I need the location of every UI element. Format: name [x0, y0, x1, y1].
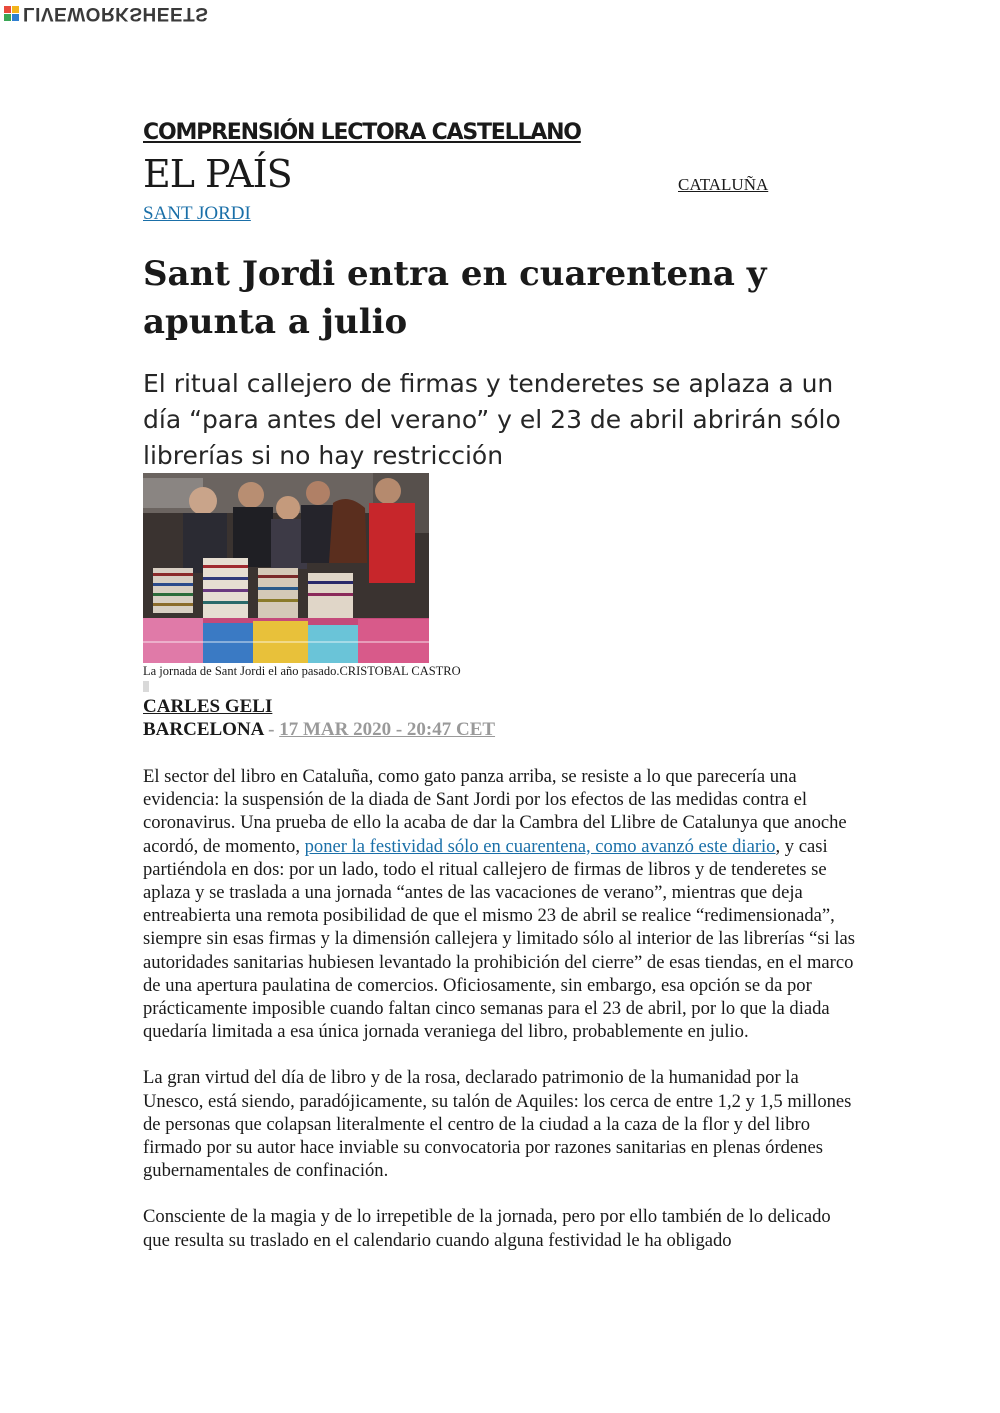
tag-link[interactable]: SANT JORDI: [143, 203, 251, 224]
newspaper-name: EL PAÍS: [143, 152, 292, 196]
paragraph-1: [143, 765, 861, 1043]
photo-caption: La jornada de Sant Jordi el año pasado.CRISTOBAL CASTRO: [143, 664, 461, 678]
paragraph-2: La gran virtud del día de libro y de la rosa, declarado patrimonio de la humanidad por la Unesco, está siendo, paradójicamente, su talón de Aquiles: los cerca de entre 1,2 y 1,5 millones de personas que colapsan literalmente el centro de la ciudad a la caza de la flor y del libro firmado por su autor hace inviable su convocatoria por razones sanitarias en plenas órdenes gubernamentales de confinación.: [143, 1067, 852, 1182]
headline: Sant Jordi entra en cuarentena y apunta a julio: [143, 254, 767, 342]
article-body: [143, 765, 861, 1275]
section-link[interactable]: CATALUÑA: [678, 175, 769, 194]
logo-grid-icon: [4, 6, 19, 21]
subheadline: El ritual callejero de firmas y tenderetes se aplaza a un día “para antes del verano” y el 23 de abril abrirán sólo librerías si no hay restricción: [143, 369, 841, 470]
paragraph-1-intro: El sector del libro en Cataluña, como gato panza arriba, se resiste a lo que parecería una evidencia: la suspensión de la diada de Sant Jordi por los efectos de las medidas contra el coronavirus. Una prueba de ello la acaba de dar la Cambra del Llibre de Catalunya que anoche acordó, de momento,: [143, 766, 847, 857]
location: BARCELONA: [143, 719, 264, 740]
logo-square-blue: [12, 14, 19, 21]
dateline-separator: -: [268, 719, 275, 740]
inline-article-link[interactable]: poner la festividad sólo en cuarentena, como avanzó este diario: [304, 835, 776, 857]
photo-book-stall-icon: [143, 473, 429, 663]
logo-square-yellow: [12, 6, 19, 13]
dateline: [143, 719, 495, 741]
paragraph-3: Consciente de la magia y de lo irrepetible de la jornada, pero por ello también de lo delicado que resulta su traslado en el calendario cuando alguna festividad le ha obligado: [143, 1206, 831, 1251]
paragraph-1-rest: , y casi partiéndola en dos: por un lado, todo el ritual callejero de firmas de libros y de tenderetes se aplaza y se traslada a una jornada “antes de las vacaciones de verano”, mientras que deja entreabierta una remota posibilidad de que el mismo 23 de abril se realice “redimensionada”, siempre sin esas firmas y la dimensión callejera y limitado sólo al interior de las librerías “si las autoridades sanitarias hubiesen levantado la prohibición del cierre” de esas tiendas, en el marco de una apertura paulatina de comercios. Oficiosamente, sin embargo, esa opción se da por prácticamente imposible cuando faltan cinco semanas para el 23 de abril, por lo que la diada quedaría limitada a esa única jornada veraniega del libro, probablemente en julio.: [143, 835, 856, 1043]
logo-square-red: [4, 6, 11, 13]
worksheet-title: COMPRENSIÓN LECTORA CASTELLANO: [143, 120, 581, 145]
watermark-logo: [4, 2, 208, 24]
watermark-text: LIVEWORKSHEETS: [23, 3, 209, 24]
author-link[interactable]: CARLES GELI: [143, 696, 273, 717]
logo-square-green: [4, 14, 11, 21]
image-placeholder-icon: [143, 681, 149, 692]
publish-date-link[interactable]: 17 MAR 2020 - 20:47 CET: [279, 719, 496, 740]
